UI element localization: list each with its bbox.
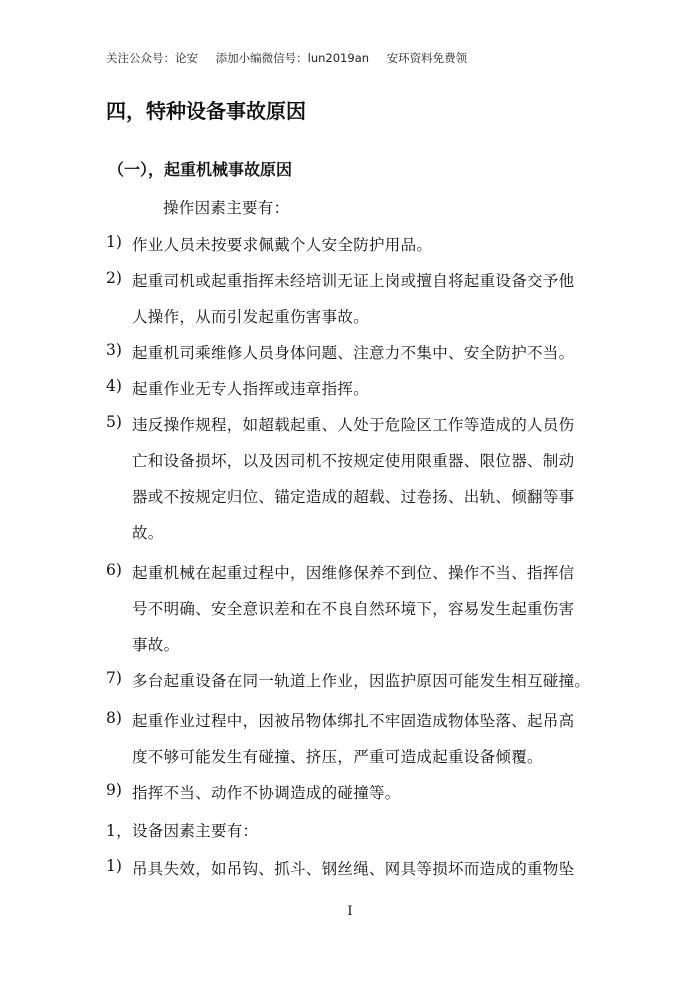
item-line: 违反操作规程，如超载起重、人处于危险区工作等造成的人员伤 — [132, 416, 575, 434]
item-line: 器或不按规定归位、锚定造成的超载、过卷扬、出轨、倾翻等事 — [132, 488, 575, 506]
item-line: 亡和设备损坏，以及因司机不按规定使用限重器、限位器、制动 — [132, 452, 575, 470]
item-line: 故。 — [132, 524, 164, 542]
item-line: 起重作业过程中，因被吊物体绑扎不牢固造成物体坠落、起吊高 — [132, 712, 575, 730]
item-number: 9) — [106, 781, 122, 799]
item-line: 多台起重设备在同一轨道上作业，因监护原因可能发生相互碰撞。 — [132, 672, 591, 690]
item-line: 度不够可能发生有碰撞、挤压，严重可造成起重设备倾覆。 — [132, 748, 543, 766]
section-title: 四，特种设备事故原因 — [106, 99, 306, 123]
item-line: 人操作，从而引发起重伤害事故。 — [132, 308, 370, 326]
item-line: 吊具失效，如吊钩、抓斗、钢丝绳、网具等损坏而造成的重物坠 — [132, 860, 575, 878]
item-number: 5) — [106, 413, 122, 431]
item-line: 起重机械在起重过程中，因维修保养不到位、操作不当、指挥信 — [132, 564, 575, 582]
header-wechat-public: 关注公众号：论安 — [106, 51, 198, 65]
item-number: 1) — [106, 857, 122, 875]
page-number: I — [347, 904, 353, 919]
equipment-heading: 1，设备因素主要有： — [106, 822, 259, 840]
item-number: 8) — [106, 709, 122, 727]
item-line: 号不明确、安全意识差和在不良自然环境下，容易发生起重伤害 — [132, 600, 575, 618]
header-free: 安环资料免费领 — [386, 51, 468, 65]
item-line: 起重作业无专人指挥或违章指挥。 — [132, 380, 370, 398]
item-number: 2) — [106, 269, 122, 287]
item-line: 起重机司乘维修人员身体问题、注意力不集中、安全防护不当。 — [132, 344, 575, 362]
item-number: 3) — [106, 341, 122, 359]
item-number: 7) — [106, 669, 122, 687]
item-line: 作业人员未按要求佩戴个人安全防护用品。 — [132, 236, 433, 254]
intro-text: 操作因素主要有： — [163, 199, 290, 217]
item-number: 6) — [106, 561, 122, 579]
item-line: 指挥不当、动作不协调造成的碰撞等。 — [132, 784, 401, 802]
header-add-editor: 添加小编微信号：lun2019an — [215, 51, 370, 65]
page-header — [106, 50, 481, 66]
item-number: 1) — [106, 233, 122, 251]
item-line: 起重司机或起重指挥未经培训无证上岗或擅自将起重设备交予他 — [132, 272, 575, 290]
item-number: 4) — [106, 377, 122, 395]
subsection-title: （一），起重机械事故原因 — [108, 160, 293, 179]
item-line: 事故。 — [132, 636, 180, 654]
